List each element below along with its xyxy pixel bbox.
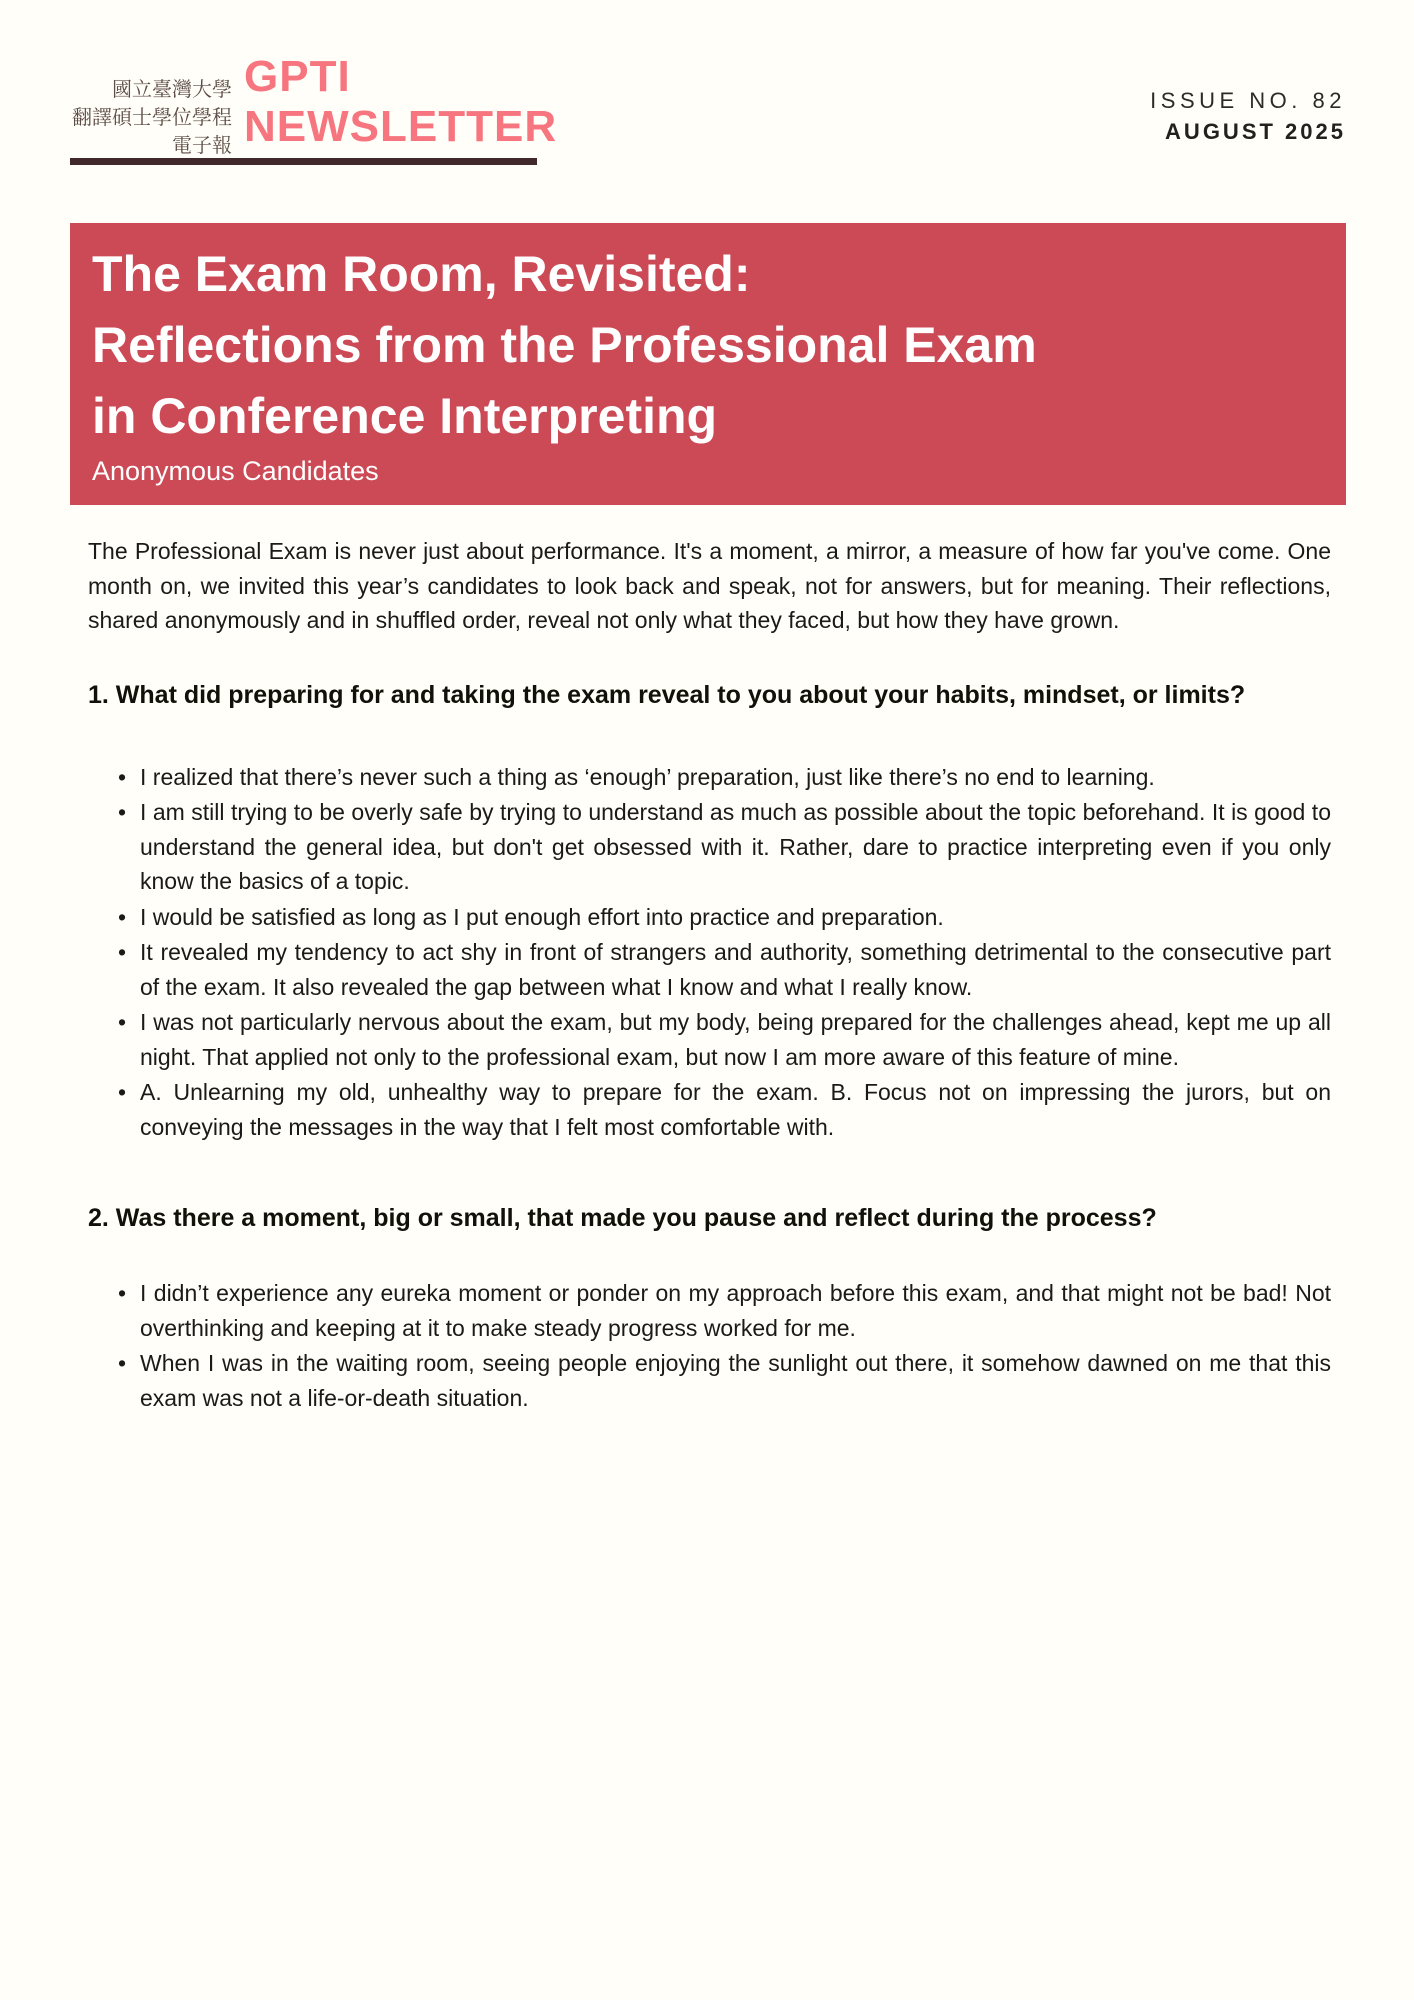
header-divider	[70, 158, 537, 165]
issue-info	[1150, 88, 1346, 145]
question-2-answers	[88, 1276, 1331, 1415]
logo-line-gpti: GPTI	[244, 52, 351, 101]
list-item: • I would be satisfied as long as I put enough effort into practice and preparation.	[88, 900, 1331, 935]
issue-date: AUGUST 2025	[1165, 119, 1346, 144]
article-byline: Anonymous Candidates	[92, 456, 379, 486]
list-item: • I didn’t experience any eureka moment or ponder on my approach before this exam, and that might not be bad! Not overthinking and keeping at it to make steady progress worked for me.	[88, 1276, 1331, 1345]
logo-line-newsletter: NEWSLETTER	[244, 102, 558, 151]
university-program-name	[58, 76, 232, 160]
issue-number: ISSUE NO. 82	[1150, 88, 1346, 113]
question-1-heading: 1. What did preparing for and taking the exam reveal to you about your habits, mindset, or limits?	[88, 680, 1246, 709]
list-item: • I was not particularly nervous about the exam, but my body, being prepared for the challenges ahead, kept me up all night. That applied not only to the professional exam, but now I am more aware of this feature of mine.	[88, 1005, 1331, 1074]
article-title-line-3: in Conference Interpreting	[92, 388, 718, 444]
org-line-2: 翻譯碩士學位學程	[72, 107, 232, 129]
list-item: • It revealed my tendency to act shy in front of strangers and authority, something detrimental to the consecutive part of the exam. It also revealed the gap between what I know and what I really know.	[88, 935, 1331, 1004]
question-2-heading: 2. Was there a moment, big or small, that made you pause and reflect during the process?	[88, 1204, 1157, 1232]
list-item: • I realized that there’s never such a thing as ‘enough’ preparation, just like there’s no end to learning.	[88, 760, 1331, 795]
list-item: • I am still trying to be overly safe by trying to understand as much as possible about the topic beforehand. It is good to understand the general idea, but don't get obsessed with it. Rather, dare to practice interpreting even if you only know the basics of a topic.	[88, 795, 1331, 899]
article-body	[88, 534, 1331, 1416]
intro-paragraph: The Professional Exam is never just about performance. It's a moment, a mirror, a measure of how far you've come. One month on, we invited this year’s candidates to look back and speak, not for answers, but for meaning. Their reflections, shared anonymously and in shuffled order, reveal not only what they faced, but how they have grown.	[88, 538, 1331, 633]
org-line-3: 電子報	[172, 135, 232, 157]
article-title-line-1: The Exam Room, Revisited:	[92, 246, 751, 302]
newsletter-logo	[244, 52, 557, 152]
list-item: • When I was in the waiting room, seeing people enjoying the sunlight out there, it somehow dawned on me that this exam was not a life-or-death situation.	[88, 1346, 1331, 1415]
article-title-line-2: Reflections from the Professional Exam	[92, 317, 1037, 373]
question-1-answers	[88, 760, 1331, 1145]
org-line-1: 國立臺灣大學	[112, 79, 232, 101]
article-title	[92, 239, 1324, 452]
title-banner	[70, 223, 1346, 505]
list-item: • A. Unlearning my old, unhealthy way to prepare for the exam. B. Focus not on impressing the jurors, but on conveying the messages in the way that I felt most comfortable with.	[88, 1075, 1331, 1144]
